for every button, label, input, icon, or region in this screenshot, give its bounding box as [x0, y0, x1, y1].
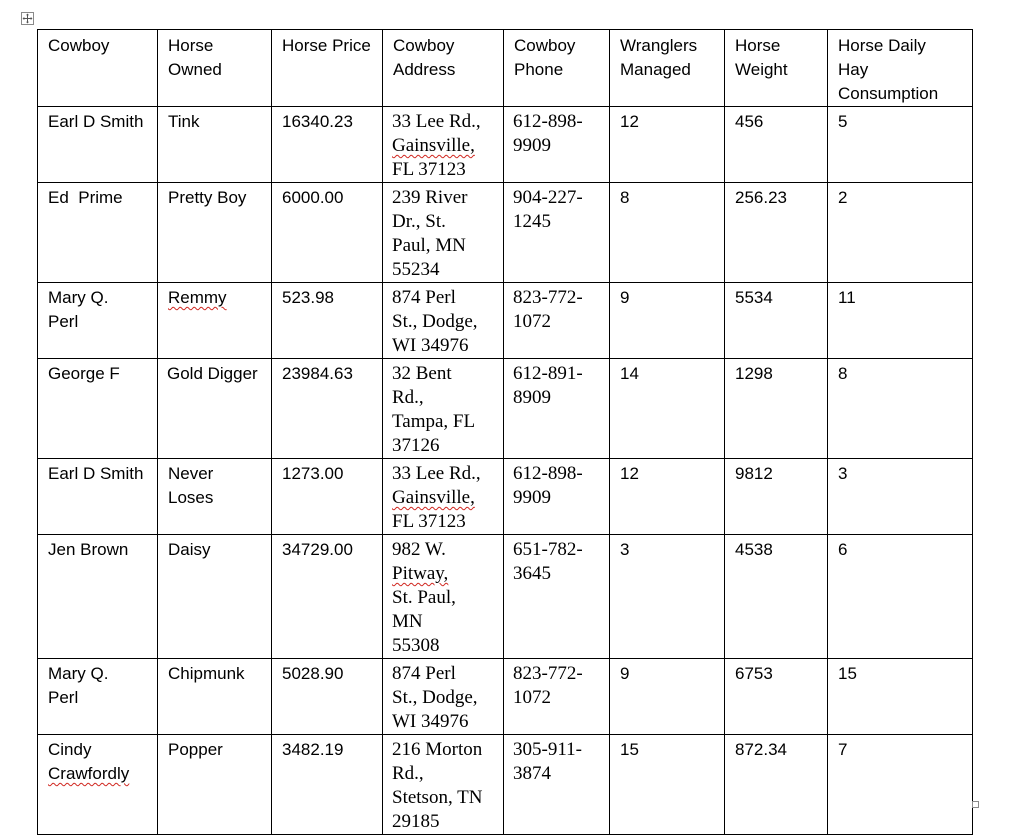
address-line: Tampa, FL	[392, 411, 476, 432]
cell-cowboy-address[interactable]	[383, 535, 504, 659]
cell-wranglers-managed[interactable]: 12	[610, 459, 725, 535]
address-line: FL 37123	[392, 511, 466, 532]
header-row	[38, 30, 973, 107]
cell-cowboy-phone[interactable]: 904-227- 1245	[504, 183, 610, 283]
cell-horse-weight[interactable]: 872.34	[725, 735, 828, 835]
table-row	[38, 107, 973, 183]
address-line: St., Dodge,	[392, 687, 478, 708]
cell-horse-owned[interactable]: Never Loses	[158, 459, 272, 535]
cell-wranglers-managed[interactable]: 3	[610, 535, 725, 659]
cowboy-name-line: Crawfordly	[48, 764, 130, 783]
address-line: 239 River	[392, 187, 468, 208]
address-line: FL 37123	[392, 159, 466, 180]
address-line: 55308	[392, 635, 440, 656]
cell-horse-price[interactable]: 1273.00	[272, 459, 383, 535]
cell-horse-owned[interactable]: Tink	[158, 107, 272, 183]
address-line: 55234	[392, 259, 440, 280]
cell-horse-weight[interactable]: 1298	[725, 359, 828, 459]
address-line: Pitway,	[392, 563, 449, 584]
cell-wranglers-managed[interactable]: 9	[610, 283, 725, 359]
cell-hay-consumption[interactable]: 6	[828, 535, 973, 659]
cell-cowboy-address[interactable]	[383, 183, 504, 283]
cell-horse-price[interactable]: 16340.23	[272, 107, 383, 183]
cell-horse-owned[interactable]: Popper	[158, 735, 272, 835]
cell-horse-weight[interactable]: 4538	[725, 535, 828, 659]
cell-horse-weight[interactable]: 9812	[725, 459, 828, 535]
cell-horse-price[interactable]: 5028.90	[272, 659, 383, 735]
header-hay-consumption[interactable]: Horse Daily Hay Consumption	[828, 30, 973, 107]
cell-cowboy-address[interactable]	[383, 107, 504, 183]
header-horse-owned[interactable]: Horse Owned	[158, 30, 272, 107]
address-line: Dr., St.	[392, 211, 446, 232]
address-line: 32 Bent	[392, 363, 452, 384]
address-line: Rd.,	[392, 763, 424, 784]
cell-horse-price[interactable]: 23984.63	[272, 359, 383, 459]
cell-cowboy-phone[interactable]: 823-772- 1072	[504, 659, 610, 735]
cell-cowboy[interactable]: George F	[38, 359, 158, 459]
table-row	[38, 359, 973, 459]
cell-hay-consumption[interactable]: 7	[828, 735, 973, 835]
cell-horse-price[interactable]: 3482.19	[272, 735, 383, 835]
cell-cowboy-address[interactable]	[383, 459, 504, 535]
cell-horse-weight[interactable]: 6753	[725, 659, 828, 735]
cell-hay-consumption[interactable]: 3	[828, 459, 973, 535]
address-line: 216 Morton	[392, 739, 483, 760]
cell-cowboy-phone[interactable]: 305-911- 3874	[504, 735, 610, 835]
cell-hay-consumption[interactable]: 2	[828, 183, 973, 283]
cell-cowboy[interactable]: Jen Brown	[38, 535, 158, 659]
cell-wranglers-managed[interactable]: 9	[610, 659, 725, 735]
address-line: 29185	[392, 811, 440, 832]
address-line: WI 34976	[392, 711, 469, 732]
table-row	[38, 459, 973, 535]
cell-wranglers-managed[interactable]: 14	[610, 359, 725, 459]
cell-horse-owned[interactable]	[158, 283, 272, 359]
table-row	[38, 283, 973, 359]
cell-wranglers-managed[interactable]: 12	[610, 107, 725, 183]
cell-cowboy-phone[interactable]: 612-891- 8909	[504, 359, 610, 459]
cell-cowboy[interactable]: Mary Q. Perl	[38, 659, 158, 735]
cell-hay-consumption[interactable]: 11	[828, 283, 973, 359]
address-line: Stetson, TN	[392, 787, 483, 808]
table-row	[38, 659, 973, 735]
cell-horse-weight[interactable]: 456	[725, 107, 828, 183]
cell-cowboy-address[interactable]	[383, 283, 504, 359]
cell-horse-price[interactable]: 34729.00	[272, 535, 383, 659]
cell-cowboy[interactable]: Mary Q. Perl	[38, 283, 158, 359]
header-wranglers-managed[interactable]: Wranglers Managed	[610, 30, 725, 107]
cell-hay-consumption[interactable]: 5	[828, 107, 973, 183]
header-horse-price[interactable]: Horse Price	[272, 30, 383, 107]
address-line: 874 Perl	[392, 663, 456, 684]
cowboy-horse-table	[37, 29, 973, 835]
address-line: St. Paul,	[392, 587, 456, 608]
cell-cowboy-address[interactable]	[383, 659, 504, 735]
address-line: MN	[392, 611, 423, 632]
address-line: St., Dodge,	[392, 311, 478, 332]
cell-cowboy-phone[interactable]: 651-782- 3645	[504, 535, 610, 659]
cell-cowboy[interactable]: Earl D Smith	[38, 459, 158, 535]
address-line: 874 Perl	[392, 287, 456, 308]
cell-horse-owned[interactable]: Pretty Boy	[158, 183, 272, 283]
cell-cowboy-phone[interactable]: 612-898- 9909	[504, 459, 610, 535]
cell-wranglers-managed[interactable]: 8	[610, 183, 725, 283]
cell-cowboy-address[interactable]	[383, 359, 504, 459]
horse-name: Remmy	[168, 288, 227, 307]
cell-horse-weight[interactable]: 5534	[725, 283, 828, 359]
header-horse-weight[interactable]: Horse Weight	[725, 30, 828, 107]
address-line: 33 Lee Rd.,	[392, 111, 481, 132]
cell-horse-price[interactable]: 6000.00	[272, 183, 383, 283]
table-row	[38, 735, 973, 835]
cell-cowboy-phone[interactable]: 823-772- 1072	[504, 283, 610, 359]
header-cowboy[interactable]: Cowboy	[38, 30, 158, 107]
address-line: 37126	[392, 435, 440, 456]
cell-wranglers-managed[interactable]: 15	[610, 735, 725, 835]
cowboy-name-line: Cindy	[48, 740, 92, 759]
address-line: Gainsville,	[392, 135, 475, 156]
cell-hay-consumption[interactable]: 15	[828, 659, 973, 735]
cell-hay-consumption[interactable]: 8	[828, 359, 973, 459]
table-row	[38, 535, 973, 659]
cell-cowboy[interactable]: Earl D Smith	[38, 107, 158, 183]
address-line: 982 W.	[392, 539, 446, 560]
cell-cowboy[interactable]: Ed Prime	[38, 183, 158, 283]
address-line: Paul, MN	[392, 235, 466, 256]
cell-horse-price[interactable]: 523.98	[272, 283, 383, 359]
cell-horse-weight[interactable]: 256.23	[725, 183, 828, 283]
header-cowboy-address[interactable]: Cowboy Address	[383, 30, 504, 107]
cell-horse-owned[interactable]: Daisy	[158, 535, 272, 659]
address-line: Gainsville,	[392, 487, 475, 508]
table-row	[38, 183, 973, 283]
table-resize-handle[interactable]	[972, 801, 979, 808]
header-cowboy-phone[interactable]: Cowboy Phone	[504, 30, 610, 107]
move-arrows-icon	[22, 13, 33, 24]
table-move-handle[interactable]	[21, 12, 34, 25]
address-line: Rd.,	[392, 387, 424, 408]
cell-cowboy-phone[interactable]: 612-898- 9909	[504, 107, 610, 183]
address-line: WI 34976	[392, 335, 469, 356]
cell-horse-owned[interactable]: Chipmunk	[158, 659, 272, 735]
cell-cowboy-address[interactable]	[383, 735, 504, 835]
cell-horse-owned[interactable]: Gold Digger	[158, 359, 272, 459]
cell-cowboy[interactable]	[38, 735, 158, 835]
address-line: 33 Lee Rd.,	[392, 463, 481, 484]
